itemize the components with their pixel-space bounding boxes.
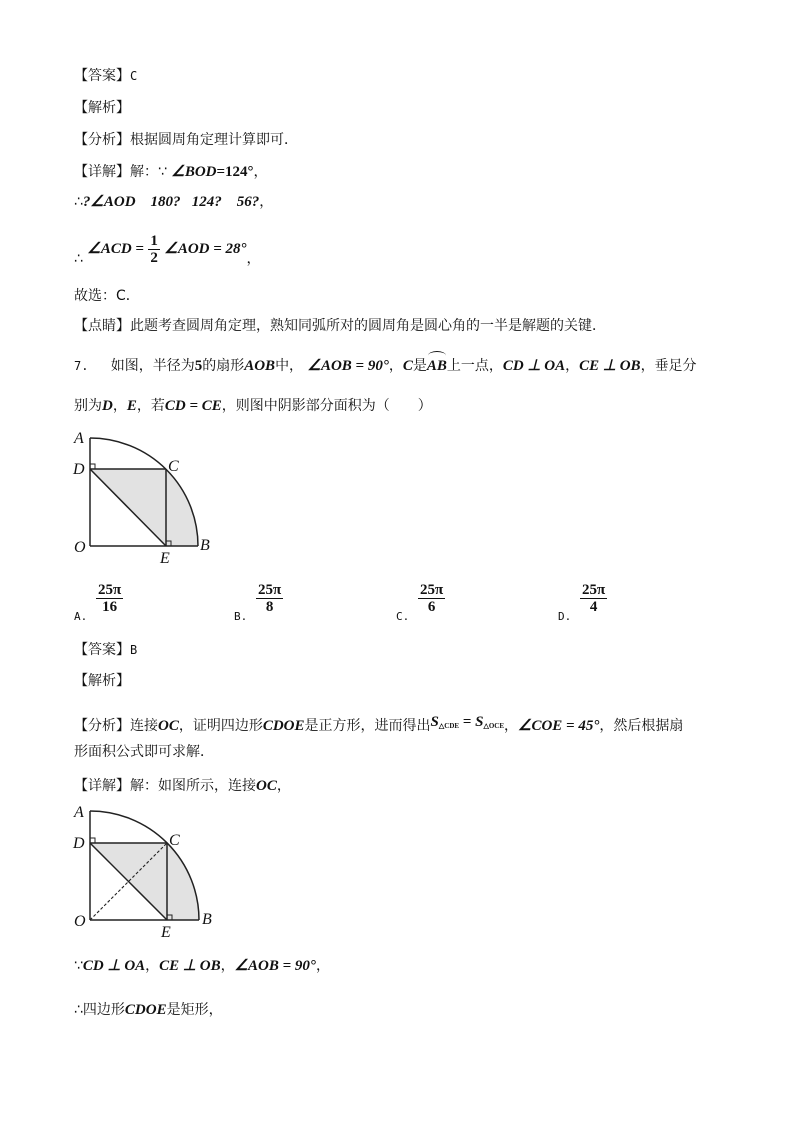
label-d: D bbox=[73, 835, 85, 852]
dianjing-label: 【点睛】 bbox=[74, 318, 130, 334]
math-oc: OC bbox=[158, 718, 179, 734]
option-letter: A. bbox=[74, 610, 88, 623]
math-condition: CD = CE bbox=[164, 398, 222, 414]
stem-text: 如图，半径为 bbox=[110, 358, 195, 374]
label-b: B bbox=[200, 537, 210, 554]
stem-text: ，则图中阴影部分面积为（ ） bbox=[221, 398, 432, 414]
shaded-arc-region bbox=[167, 843, 199, 920]
figure-sector-2 bbox=[66, 802, 236, 942]
option-fraction bbox=[96, 582, 123, 615]
frac-den: 4 bbox=[589, 599, 598, 615]
option-fraction bbox=[256, 582, 283, 615]
detail-label: 【详解】 bbox=[74, 778, 130, 794]
label-b: B bbox=[202, 911, 212, 928]
figure-sector-1 bbox=[66, 428, 236, 568]
q7-fenxi-line1 bbox=[74, 712, 683, 736]
label-e: E bbox=[160, 550, 170, 567]
answer-value: C bbox=[130, 69, 138, 83]
q7-therefore-line bbox=[74, 1000, 223, 1020]
option-fraction bbox=[418, 582, 445, 615]
math-s2-sub: △OCE bbox=[483, 722, 505, 730]
q6-detail-line bbox=[74, 162, 268, 182]
math-arc-ab: AB bbox=[426, 358, 447, 374]
stem-text: ， bbox=[388, 358, 403, 374]
answer-label: 【答案】 bbox=[74, 642, 130, 658]
punct: ， bbox=[259, 194, 274, 210]
q7-fenxi-line2: 形面积公式即可求解． bbox=[74, 744, 214, 760]
punct: ， bbox=[145, 958, 160, 974]
q7-because-line bbox=[74, 956, 330, 976]
q7-stem-line2 bbox=[74, 396, 432, 416]
frac-num: 25π bbox=[420, 582, 444, 598]
label-d: D bbox=[73, 461, 85, 478]
label-a: A bbox=[74, 430, 84, 447]
option-letter: B. bbox=[234, 610, 248, 623]
math-radius: 5 bbox=[194, 358, 203, 374]
q6-dianjing-line bbox=[74, 316, 606, 336]
math-aod-calc: ?∠AOD 180? 124? 56? bbox=[82, 194, 260, 210]
frac-num: 1 bbox=[150, 232, 158, 249]
punct: ， bbox=[315, 958, 330, 974]
math-sector: AOB bbox=[244, 358, 276, 374]
math-angle-bod: ∠BOD bbox=[171, 164, 217, 180]
q6-fenxi-line bbox=[74, 130, 298, 150]
math-area-equality bbox=[431, 714, 504, 730]
math-angle-bod-value: =124° bbox=[216, 164, 254, 180]
math-angle-aob: ∠AOB = 90° bbox=[234, 958, 316, 974]
fenxi-text: 是正方形，进而得出 bbox=[304, 718, 431, 734]
fenxi-text: 根据圆周角定理计算即可． bbox=[130, 132, 298, 148]
answer-label: 【答案】 bbox=[74, 68, 130, 84]
math-perp-cd-oa: CD ⊥ OA bbox=[82, 958, 146, 974]
stem-text: ，垂足分 bbox=[640, 358, 697, 374]
detail-text: 解：如图所示，连接 bbox=[130, 778, 256, 794]
q6-line3 bbox=[74, 232, 261, 276]
option-letter: D. bbox=[558, 610, 572, 623]
detail-prefix: 解：∵ bbox=[130, 164, 167, 180]
math-oc: OC bbox=[256, 778, 277, 794]
q6-analysis-heading: 【解析】 bbox=[74, 100, 130, 116]
punct: ， bbox=[246, 251, 261, 267]
fenxi-text: 连接 bbox=[130, 718, 158, 734]
math-angle-coe: ∠COE = 45° bbox=[518, 718, 600, 734]
frac-den: 6 bbox=[427, 599, 436, 615]
stem-text: 的扇形 bbox=[202, 358, 245, 374]
math-cdoe: CDOE bbox=[262, 718, 305, 734]
math-cdoe: CDOE bbox=[124, 1002, 167, 1018]
because-symbol: ∵ bbox=[74, 958, 83, 974]
stem-text: ，若 bbox=[136, 398, 165, 414]
fenxi-text: ，然后根据扇 bbox=[599, 718, 684, 734]
shaded-arc-region bbox=[166, 469, 198, 546]
label-c: C bbox=[169, 832, 180, 849]
math-s1-sub: △CDE bbox=[438, 722, 460, 730]
math-point-e: E bbox=[126, 398, 137, 414]
detail-label: 【详解】 bbox=[74, 164, 130, 180]
stem-text: 上一点， bbox=[446, 358, 503, 374]
punct: ， bbox=[253, 164, 268, 180]
stem-text: ， bbox=[112, 398, 127, 414]
label-a: A bbox=[74, 804, 84, 821]
fenxi-text: ， bbox=[504, 718, 519, 734]
q6-choose-line: 故选：C． bbox=[74, 288, 140, 304]
therefore-text: 是矩形， bbox=[166, 1002, 223, 1018]
frac-num: 25π bbox=[98, 582, 122, 598]
stem-text: 是 bbox=[412, 358, 427, 374]
math-s1: S bbox=[430, 714, 439, 730]
frac-den: 16 bbox=[102, 599, 118, 615]
therefore-text: ∴四边形 bbox=[74, 1002, 125, 1018]
option-letter: C. bbox=[396, 610, 410, 623]
fenxi-text: ，证明四边形 bbox=[178, 718, 263, 734]
stem-text: ， bbox=[565, 358, 580, 374]
q7-answer-line bbox=[74, 640, 137, 660]
math-eq: = bbox=[459, 714, 476, 730]
frac-den: 2 bbox=[150, 249, 158, 266]
therefore-symbol: ∴ bbox=[74, 251, 83, 267]
q7-stem-line1 bbox=[74, 356, 697, 376]
math-point-d: D bbox=[102, 398, 113, 414]
math-perp-cd-oa: CD ⊥ OA bbox=[502, 358, 566, 374]
answer-value: B bbox=[130, 643, 138, 657]
q7-analysis-heading: 【解析】 bbox=[74, 673, 130, 689]
math-perp-ce-ob: CE ⊥ OB bbox=[159, 958, 221, 974]
question-number: 7. bbox=[74, 359, 89, 373]
dianjing-text: 此题考查圆周角定理，熟知同弧所对的圆周角是圆心角的一半是解题的关键． bbox=[130, 318, 606, 334]
math-angle-acd: ∠ACD = bbox=[87, 241, 144, 257]
punct: ， bbox=[220, 958, 235, 974]
q7-detail-line bbox=[74, 776, 291, 796]
frac-num: 25π bbox=[582, 582, 606, 598]
stem-text: 别为 bbox=[74, 398, 102, 414]
punct: ， bbox=[276, 778, 291, 794]
label-o: O bbox=[74, 539, 86, 556]
fraction-half bbox=[148, 233, 160, 266]
frac-num: 25π bbox=[258, 582, 282, 598]
fenxi-label: 【分析】 bbox=[74, 132, 130, 148]
math-angle-aod-result: ∠AOD = 28° bbox=[164, 241, 247, 257]
math-perp-ce-ob: CE ⊥ OB bbox=[579, 358, 641, 374]
label-o: O bbox=[74, 913, 86, 930]
frac-den: 8 bbox=[265, 599, 274, 615]
label-c: C bbox=[168, 458, 179, 475]
option-fraction bbox=[580, 582, 607, 615]
q6-line2 bbox=[74, 192, 273, 212]
fenxi-label: 【分析】 bbox=[74, 718, 130, 734]
stem-text: 中， bbox=[275, 358, 304, 374]
q6-answer-line bbox=[74, 66, 137, 86]
math-point-c: C bbox=[402, 358, 413, 374]
therefore-symbol: ∴ bbox=[74, 194, 83, 210]
label-e: E bbox=[161, 924, 171, 941]
math-angle-aob: ∠AOB = 90° bbox=[307, 358, 389, 374]
math-s2: S bbox=[475, 714, 484, 730]
